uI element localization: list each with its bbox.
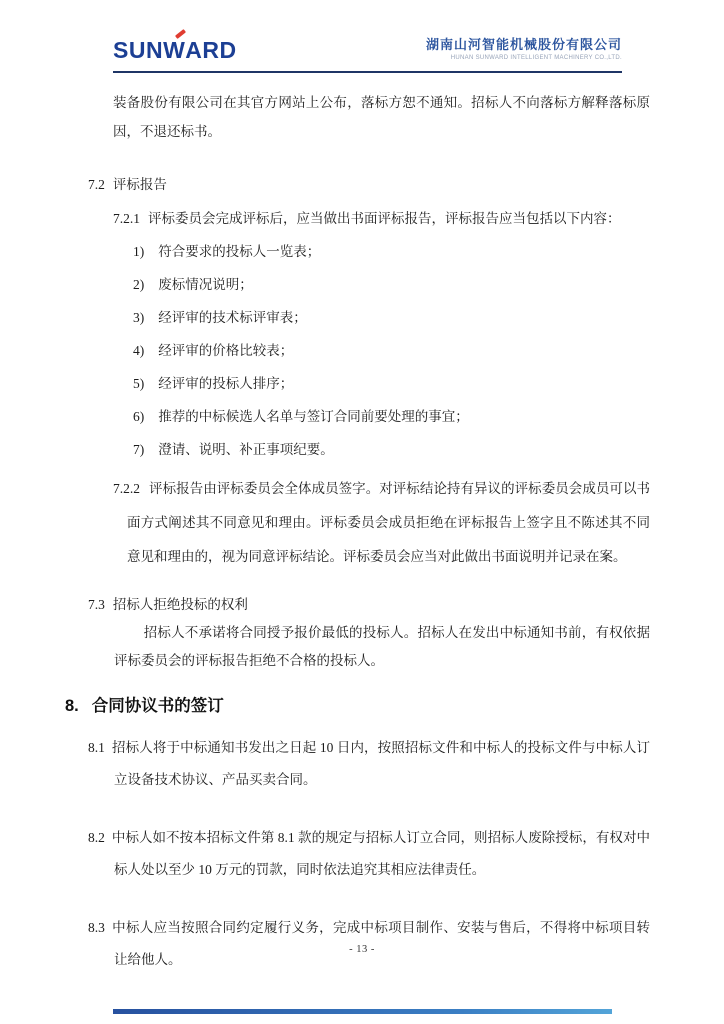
- clause-text: 招标人将于中标通知书发出之日起 10 日内，按照招标文件和中标人的投标文件与中标人订立设备技术协议、产品买卖合同。: [111, 740, 650, 787]
- footer-accent-bar: [113, 1009, 612, 1014]
- list-item: [133, 406, 650, 427]
- list-item-text: 符合要求的投标人一览表；: [158, 244, 321, 259]
- list-item-number: 4): [133, 343, 145, 358]
- list-item: [133, 439, 650, 460]
- clause-number: 8.2: [88, 830, 105, 845]
- list-item-number: 6): [133, 409, 145, 424]
- clause-text: 中标人应当按照合同约定履行义务，完成中标项目制作、安装与售后，不得将中标项目转让给他人。: [111, 920, 650, 967]
- section-heading-7-3: [88, 594, 650, 616]
- list-item: [133, 307, 650, 328]
- clause-7-2-2: [113, 472, 650, 574]
- clause-8-1: [88, 732, 650, 796]
- clause-text: 评标委员会完成评标后，应当做出书面评标报告，评标报告应当包括以下内容：: [148, 211, 621, 226]
- list-item-text: 经评审的价格比较表；: [158, 343, 294, 358]
- clause-number: 8.1: [88, 740, 105, 755]
- list-item-text: 废标情况说明；: [158, 277, 253, 292]
- list-item-text: 经评审的技术标评审表；: [158, 310, 307, 325]
- list-item-number: 2): [133, 277, 145, 292]
- page-number: - 13 -: [349, 944, 375, 955]
- section-heading-7-2: [88, 174, 650, 196]
- clause-text: 中标人如不按本招标文件第 8.1 款的规定与招标人订立合同，则招标人废除授标，有权对中标人处以至少 10 万元的罚款，同时依法追究其相应法律责任。: [111, 830, 650, 877]
- company-name-english: HUNAN SUNWARD INTELLIGENT MACHINERY CO.,LTD.: [450, 54, 622, 61]
- list-item: [133, 340, 650, 361]
- company-name-block: [426, 38, 622, 62]
- section-title: 合同协议书的签订: [91, 697, 224, 715]
- list-item-number: 7): [133, 442, 145, 457]
- list-item-text: 推荐的中标候选人名单与签订合同前要处理的事宜；: [158, 409, 469, 424]
- section-number: 8.: [65, 697, 79, 715]
- list-item-text: 经评审的投标人排序；: [158, 376, 294, 391]
- clause-7-2-1: [113, 208, 650, 230]
- list-item: [133, 373, 650, 394]
- section-heading-8: [65, 693, 650, 719]
- clause-8-2: [88, 822, 650, 886]
- sunward-logo: [113, 36, 237, 63]
- clause-text: 评标报告由评标委员会全体成员签字。对评标结论持有异议的评标委员会成员可以书面方式阐述其不同意见和理由。评标委员会成员拒绝在评标报告上签字且不陈述其不同意见和理由的，视为同意评标结论。评标委员会应当对此做出书面说明并记录在案。: [127, 481, 650, 564]
- logo-text-ard: ARD: [185, 36, 237, 63]
- logo-text-sun: SUN: [113, 36, 164, 63]
- list-item-number: 5): [133, 376, 145, 391]
- section-number: 7.2: [88, 177, 105, 192]
- list-item-number: 3): [133, 310, 145, 325]
- list-item-number: 1): [133, 244, 145, 259]
- list-item: [133, 274, 650, 295]
- list-item: [133, 241, 650, 262]
- document-body: [65, 84, 650, 976]
- section-title: 评标报告: [112, 177, 167, 192]
- clause-number: 7.2.1: [113, 211, 140, 226]
- logo-letter-w-wrap: [163, 36, 186, 63]
- letterhead-header: [113, 38, 622, 73]
- logo-text-w: W: [163, 36, 186, 63]
- company-name-chinese: 湖南山河智能机械股份有限公司: [425, 37, 622, 52]
- section-7-3-body: 招标人不承诺将合同授予报价最低的投标人。招标人在发出中标通知书前，有权依据评标委员会的评标报告拒绝不合格的投标人。: [114, 625, 650, 668]
- clause-number: 7.2.2: [113, 481, 140, 496]
- section-number: 7.3: [88, 597, 105, 612]
- clause-number: 8.3: [88, 920, 105, 935]
- section-title: 招标人拒绝投标的权利: [112, 597, 248, 612]
- list-item-text: 澄请、说明、补正事项纪要。: [158, 442, 334, 457]
- report-contents-list: [133, 241, 650, 460]
- intro-paragraph: 装备股份有限公司在其官方网站上公布，落标方恕不通知。招标人不向落标方解释落标原因，不退还标书。: [113, 95, 650, 139]
